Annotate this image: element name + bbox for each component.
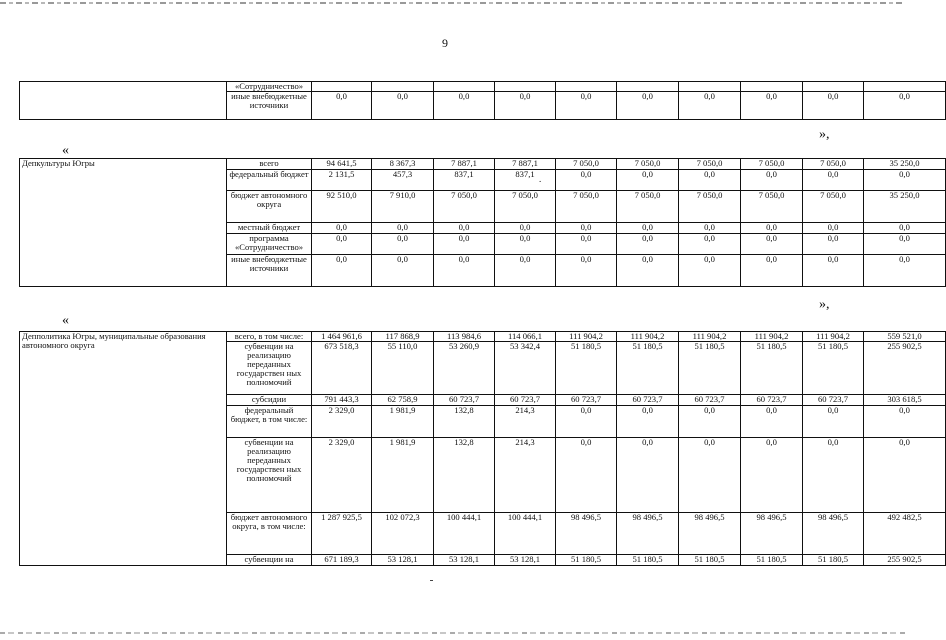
amount-cell: 214,3 [495,406,556,438]
amount-cell: 98 496,5 [803,513,864,555]
funding-source-cell: федеральный бюджет [227,170,312,191]
amount-cell: 457,3 [372,170,434,191]
amount-cell: 0,0 [864,255,946,287]
amount-cell [617,82,679,92]
open-quote-mark-2: « [62,313,69,328]
table-row [20,159,946,170]
amount-cell: 0,0 [434,223,495,234]
table-row [20,332,946,342]
amount-cell: 0,0 [679,170,741,191]
funding-source-cell: субсидии [227,395,312,406]
amount-cell: 214,3 [495,438,556,513]
amount-cell: 111 904,2 [679,332,741,342]
amount-cell: 0,0 [679,223,741,234]
amount-cell: 0,0 [312,234,372,255]
amount-cell [679,82,741,92]
amount-cell: 0,0 [617,255,679,287]
amount-cell: 53 260,9 [434,342,495,395]
amount-cell: 303 618,5 [864,395,946,406]
amount-cell: 111 904,2 [803,332,864,342]
amount-cell: 35 250,0 [864,159,946,170]
amount-cell [864,82,946,92]
amount-cell [803,82,864,92]
amount-cell: 8 367,3 [372,159,434,170]
amount-cell: 7 050,0 [617,159,679,170]
amount-cell: 7 050,0 [803,191,864,223]
amount-cell: 0,0 [741,255,803,287]
amount-cell: 51 180,5 [556,555,617,566]
amount-cell: 111 904,2 [556,332,617,342]
amount-cell: 0,0 [741,406,803,438]
amount-cell: 0,0 [372,255,434,287]
amount-cell: 0,0 [864,170,946,191]
scan-dot: . [539,174,542,184]
amount-cell: 2 131,5 [312,170,372,191]
amount-cell: 0,0 [556,234,617,255]
department-cell: Депполитика Югры, муниципальные образования автономного округа [20,332,227,566]
amount-cell: 0,0 [803,438,864,513]
amount-cell [434,82,495,92]
amount-cell: 98 496,5 [556,513,617,555]
amount-cell: 7 050,0 [495,191,556,223]
amount-cell: 255 902,5 [864,555,946,566]
amount-cell: 0,0 [312,255,372,287]
amount-cell: 0,0 [741,234,803,255]
amount-cell: 255 902,5 [864,342,946,395]
amount-cell: 0,0 [617,438,679,513]
amount-cell: 132,8 [434,406,495,438]
department-cell [20,82,227,120]
amount-cell: 1 981,9 [372,406,434,438]
amount-cell: 114 066,1 [495,332,556,342]
amount-cell: 0,0 [495,255,556,287]
amount-cell: 1 287 925,5 [312,513,372,555]
amount-cell: 98 496,5 [617,513,679,555]
amount-cell: 2 329,0 [312,438,372,513]
amount-cell: 0,0 [741,92,803,120]
amount-cell: 0,0 [741,223,803,234]
amount-cell: 60 723,7 [495,395,556,406]
amount-cell: 102 072,3 [372,513,434,555]
funding-source-cell: иные внебюджетные источники [227,92,312,120]
amount-cell: 7 050,0 [679,159,741,170]
amount-cell: 0,0 [803,92,864,120]
funding-source-cell: местный бюджет [227,223,312,234]
amount-cell: 0,0 [495,92,556,120]
funding-source-cell: федеральный бюджет, в том числе: [227,406,312,438]
amount-cell: 53 128,1 [495,555,556,566]
amount-cell [372,82,434,92]
amount-cell: 60 723,7 [434,395,495,406]
close-quote-mark-2: », [819,297,830,312]
amount-cell: 51 180,5 [679,342,741,395]
amount-cell: 0,0 [803,234,864,255]
amount-cell: 0,0 [312,223,372,234]
amount-cell: 0,0 [434,92,495,120]
amount-cell: 113 984,6 [434,332,495,342]
scan-speck [430,580,433,581]
amount-cell: 0,0 [864,92,946,120]
amount-cell: 0,0 [617,223,679,234]
amount-cell: 0,0 [556,223,617,234]
amount-cell: 0,0 [679,234,741,255]
funding-source-cell: субвенции на реализацию переданных государствен ных полномочий [227,438,312,513]
amount-cell: 7 887,1 [434,159,495,170]
amount-cell: 0,0 [679,255,741,287]
amount-cell: 1 464 961,6 [312,332,372,342]
amount-cell: 51 180,5 [741,555,803,566]
funding-source-cell: субвенции на [227,555,312,566]
amount-cell: 94 641,5 [312,159,372,170]
amount-cell: 117 868,9 [372,332,434,342]
amount-cell: 53 342,4 [495,342,556,395]
amount-cell: 0,0 [434,255,495,287]
amount-cell [741,82,803,92]
amount-cell: 7 050,0 [556,191,617,223]
budget-table-deppolitika [19,331,946,566]
scan-edge-bottom [0,632,905,634]
amount-cell: 0,0 [679,406,741,438]
amount-cell: 0,0 [617,170,679,191]
amount-cell: 51 180,5 [617,555,679,566]
amount-cell: 673 518,3 [312,342,372,395]
amount-cell: 0,0 [679,438,741,513]
amount-cell: 51 180,5 [741,342,803,395]
amount-cell: 51 180,5 [617,342,679,395]
close-quote-mark: », [819,127,830,142]
amount-cell: 111 904,2 [617,332,679,342]
amount-cell: 0,0 [864,438,946,513]
amount-cell: 100 444,1 [495,513,556,555]
amount-cell: 60 723,7 [803,395,864,406]
funding-source-cell: бюджет автономного округа [227,191,312,223]
amount-cell: 98 496,5 [741,513,803,555]
amount-cell: 0,0 [679,92,741,120]
amount-cell: 7 050,0 [741,159,803,170]
amount-cell: 7 050,0 [803,159,864,170]
amount-cell [312,82,372,92]
funding-source-cell: иные внебюджетные источники [227,255,312,287]
budget-table-depkultury [19,158,946,287]
amount-cell: 7 050,0 [556,159,617,170]
amount-cell: 0,0 [803,255,864,287]
amount-cell: 0,0 [556,406,617,438]
amount-cell: 7 050,0 [679,191,741,223]
amount-cell [495,82,556,92]
funding-source-cell: бюджет автономного округа, в том числе: [227,513,312,555]
amount-cell: 51 180,5 [803,555,864,566]
funding-source-cell: «Сотрудничество» [227,82,312,92]
amount-cell: 492 482,5 [864,513,946,555]
amount-cell: 0,0 [372,223,434,234]
amount-cell: 51 180,5 [556,342,617,395]
amount-cell: 132,8 [434,438,495,513]
amount-cell: 92 510,0 [312,191,372,223]
amount-cell: 0,0 [556,438,617,513]
amount-cell: 791 443,3 [312,395,372,406]
amount-cell: 7 050,0 [741,191,803,223]
amount-cell: 60 723,7 [556,395,617,406]
amount-cell: 837,1 [434,170,495,191]
amount-cell: 7 887,1 [495,159,556,170]
amount-cell: 53 128,1 [434,555,495,566]
amount-cell: 0,0 [556,92,617,120]
funding-source-cell: субвенции на реализацию переданных государствен ных полномочий [227,342,312,395]
amount-cell: 0,0 [372,234,434,255]
amount-cell: 51 180,5 [803,342,864,395]
amount-cell: 7 050,0 [434,191,495,223]
amount-cell: 0,0 [556,170,617,191]
amount-cell: 0,0 [495,223,556,234]
amount-cell: 98 496,5 [679,513,741,555]
amount-cell: 559 521,0 [864,332,946,342]
amount-cell: 0,0 [864,406,946,438]
page-number: 9 [442,36,448,50]
budget-table-continuation [19,81,946,120]
amount-cell: 0,0 [741,170,803,191]
funding-source-cell: всего [227,159,312,170]
amount-cell: 7 910,0 [372,191,434,223]
amount-cell: 0,0 [741,438,803,513]
amount-cell: 0,0 [617,234,679,255]
amount-cell: 0,0 [803,170,864,191]
funding-source-cell: программа «Сотрудничество» [227,234,312,255]
amount-cell: 0,0 [372,92,434,120]
amount-cell: 0,0 [617,92,679,120]
scan-edge-top [0,2,905,4]
amount-cell: 0,0 [556,255,617,287]
amount-cell: 60 723,7 [741,395,803,406]
amount-cell: 55 110,0 [372,342,434,395]
amount-cell: 0,0 [434,234,495,255]
amount-cell: 62 758,9 [372,395,434,406]
amount-cell: 671 189,3 [312,555,372,566]
amount-cell: 60 723,7 [617,395,679,406]
amount-cell: 60 723,7 [679,395,741,406]
department-cell: Депкультуры Югры [20,159,227,287]
amount-cell: 1 981,9 [372,438,434,513]
amount-cell: 0,0 [864,223,946,234]
amount-cell: 0,0 [803,223,864,234]
amount-cell: 53 128,1 [372,555,434,566]
amount-cell: 100 444,1 [434,513,495,555]
amount-cell: 35 250,0 [864,191,946,223]
amount-cell: 0,0 [312,92,372,120]
amount-cell: 51 180,5 [679,555,741,566]
amount-cell: 111 904,2 [741,332,803,342]
table-row [20,82,946,92]
amount-cell: 0,0 [803,406,864,438]
amount-cell: 837,1 [495,170,556,191]
amount-cell: 2 329,0 [312,406,372,438]
open-quote-mark: « [62,143,69,158]
amount-cell: 0,0 [617,406,679,438]
amount-cell: 7 050,0 [617,191,679,223]
amount-cell: 0,0 [864,234,946,255]
amount-cell [556,82,617,92]
amount-cell: 0,0 [495,234,556,255]
funding-source-cell: всего, в том числе: [227,332,312,342]
